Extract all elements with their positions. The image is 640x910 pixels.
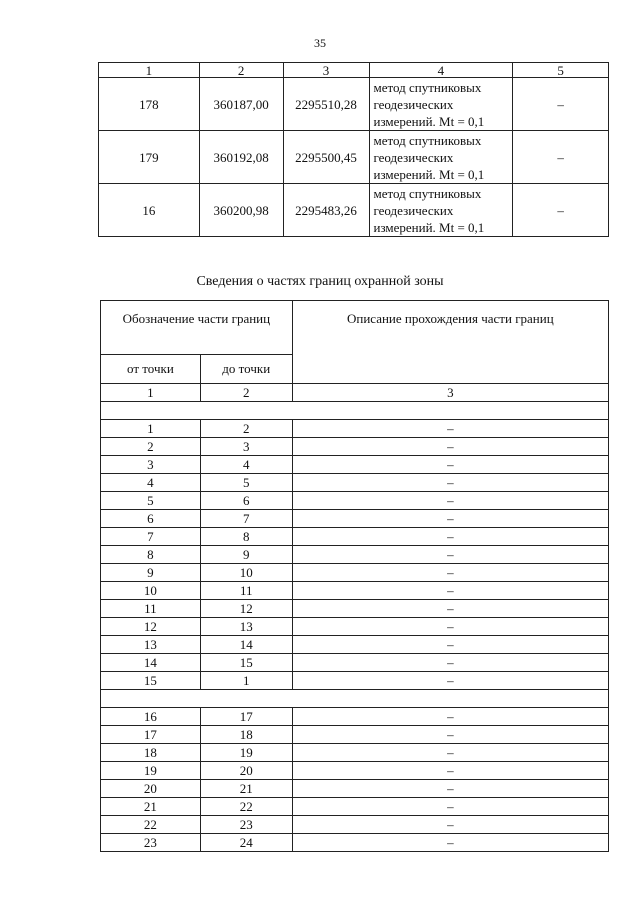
method-line: измерений. Mt = 0,1 xyxy=(373,113,485,129)
method-line: геодезических xyxy=(373,149,454,165)
group-separator-cell xyxy=(101,402,609,420)
to-point: 6 xyxy=(200,492,292,510)
method-line: метод спутниковых xyxy=(373,185,482,201)
coord-x: 360187,00 xyxy=(199,78,283,131)
description: – xyxy=(292,636,608,654)
to-point: 10 xyxy=(200,564,292,582)
method-cell xyxy=(369,184,513,237)
description: – xyxy=(292,546,608,564)
group-separator-cell xyxy=(101,690,609,708)
table-row xyxy=(101,582,609,600)
table-row xyxy=(101,510,609,528)
to-point: 1 xyxy=(200,672,292,690)
to-point: 9 xyxy=(200,546,292,564)
table-row xyxy=(101,528,609,546)
description: – xyxy=(292,654,608,672)
description: – xyxy=(292,474,608,492)
description: – xyxy=(292,726,608,744)
note-cell: – xyxy=(513,78,609,131)
to-point: 24 xyxy=(200,834,292,852)
coordinates-header-row xyxy=(99,63,609,78)
group-separator-row xyxy=(101,690,609,708)
method-line: геодезических xyxy=(373,202,454,218)
col-number-1: 1 xyxy=(99,63,200,78)
table-row xyxy=(101,744,609,762)
from-point: 10 xyxy=(101,582,201,600)
header-description: Описание прохождения части границ xyxy=(292,301,608,384)
table-row xyxy=(101,762,609,780)
point-number: 178 xyxy=(99,78,200,131)
description: – xyxy=(292,456,608,474)
coordinates-table xyxy=(98,62,609,237)
description: – xyxy=(292,816,608,834)
group-separator-row xyxy=(101,402,609,420)
method-line: измерений. Mt = 0,1 xyxy=(373,219,485,235)
col-number-3: 3 xyxy=(292,384,608,402)
table-row xyxy=(101,636,609,654)
table-row xyxy=(101,600,609,618)
from-point: 17 xyxy=(101,726,201,744)
table-row xyxy=(101,564,609,582)
description: – xyxy=(292,618,608,636)
table-row xyxy=(101,726,609,744)
from-point: 2 xyxy=(101,438,201,456)
col-number-3: 3 xyxy=(283,63,369,78)
table-row xyxy=(101,456,609,474)
table-row xyxy=(101,780,609,798)
description: – xyxy=(292,672,608,690)
from-point: 13 xyxy=(101,636,201,654)
table-row xyxy=(101,420,609,438)
description: – xyxy=(292,744,608,762)
coord-y: 2295500,45 xyxy=(283,131,369,184)
to-point: 11 xyxy=(200,582,292,600)
description: – xyxy=(292,708,608,726)
col-number-1: 1 xyxy=(101,384,201,402)
to-point: 17 xyxy=(200,708,292,726)
from-point: 3 xyxy=(101,456,201,474)
boundary-parts-table xyxy=(100,300,609,852)
from-point: 21 xyxy=(101,798,201,816)
col-number-4: 4 xyxy=(369,63,513,78)
description: – xyxy=(292,510,608,528)
table-row xyxy=(101,834,609,852)
note-cell: – xyxy=(513,184,609,237)
to-point: 14 xyxy=(200,636,292,654)
from-point: 19 xyxy=(101,762,201,780)
header-from-point: от точки xyxy=(101,355,201,384)
header-designation: Обозначение части границ xyxy=(101,301,293,355)
note-cell: – xyxy=(513,131,609,184)
description: – xyxy=(292,420,608,438)
table-row xyxy=(99,78,609,131)
description: – xyxy=(292,438,608,456)
table-row xyxy=(101,708,609,726)
table-row xyxy=(101,438,609,456)
description: – xyxy=(292,762,608,780)
to-point: 23 xyxy=(200,816,292,834)
page-number: 35 xyxy=(314,36,326,50)
point-number: 16 xyxy=(99,184,200,237)
col-number-2: 2 xyxy=(199,63,283,78)
description: – xyxy=(292,528,608,546)
method-cell xyxy=(369,78,513,131)
table-row xyxy=(101,618,609,636)
coord-x: 360192,08 xyxy=(199,131,283,184)
method-cell xyxy=(369,131,513,184)
to-point: 7 xyxy=(200,510,292,528)
from-point: 6 xyxy=(101,510,201,528)
from-point: 20 xyxy=(101,780,201,798)
description: – xyxy=(292,600,608,618)
to-point: 19 xyxy=(200,744,292,762)
parts-header-row xyxy=(101,301,609,355)
from-point: 4 xyxy=(101,474,201,492)
to-point: 18 xyxy=(200,726,292,744)
description: – xyxy=(292,564,608,582)
from-point: 15 xyxy=(101,672,201,690)
from-point: 9 xyxy=(101,564,201,582)
from-point: 23 xyxy=(101,834,201,852)
from-point: 18 xyxy=(101,744,201,762)
to-point: 8 xyxy=(200,528,292,546)
from-point: 16 xyxy=(101,708,201,726)
col-number-2: 2 xyxy=(200,384,292,402)
to-point: 5 xyxy=(200,474,292,492)
to-point: 22 xyxy=(200,798,292,816)
table-row xyxy=(101,474,609,492)
description: – xyxy=(292,582,608,600)
from-point: 1 xyxy=(101,420,201,438)
table-row xyxy=(101,798,609,816)
to-point: 21 xyxy=(200,780,292,798)
parts-column-numbers-row xyxy=(101,384,609,402)
to-point: 13 xyxy=(200,618,292,636)
point-number: 179 xyxy=(99,131,200,184)
method-line: геодезических xyxy=(373,96,454,112)
coord-y: 2295510,28 xyxy=(283,78,369,131)
from-point: 14 xyxy=(101,654,201,672)
col-number-5: 5 xyxy=(513,63,609,78)
to-point: 3 xyxy=(200,438,292,456)
table-row xyxy=(101,654,609,672)
table-row xyxy=(101,672,609,690)
to-point: 20 xyxy=(200,762,292,780)
from-point: 12 xyxy=(101,618,201,636)
to-point: 2 xyxy=(200,420,292,438)
description: – xyxy=(292,834,608,852)
method-line: метод спутниковых xyxy=(373,79,482,95)
description: – xyxy=(292,492,608,510)
from-point: 5 xyxy=(101,492,201,510)
table-row xyxy=(99,131,609,184)
coord-y: 2295483,26 xyxy=(283,184,369,237)
header-to-point: до точки xyxy=(200,355,292,384)
from-point: 22 xyxy=(101,816,201,834)
from-point: 11 xyxy=(101,600,201,618)
table-row xyxy=(99,184,609,237)
table-row xyxy=(101,492,609,510)
to-point: 15 xyxy=(200,654,292,672)
from-point: 8 xyxy=(101,546,201,564)
description: – xyxy=(292,798,608,816)
table-row xyxy=(101,546,609,564)
section-title: Сведения о частях границ охранной зоны xyxy=(196,274,444,289)
from-point: 7 xyxy=(101,528,201,546)
coord-x: 360200,98 xyxy=(199,184,283,237)
method-line: метод спутниковых xyxy=(373,132,482,148)
to-point: 12 xyxy=(200,600,292,618)
table-row xyxy=(101,816,609,834)
method-line: измерений. Mt = 0,1 xyxy=(373,166,485,182)
to-point: 4 xyxy=(200,456,292,474)
description: – xyxy=(292,780,608,798)
